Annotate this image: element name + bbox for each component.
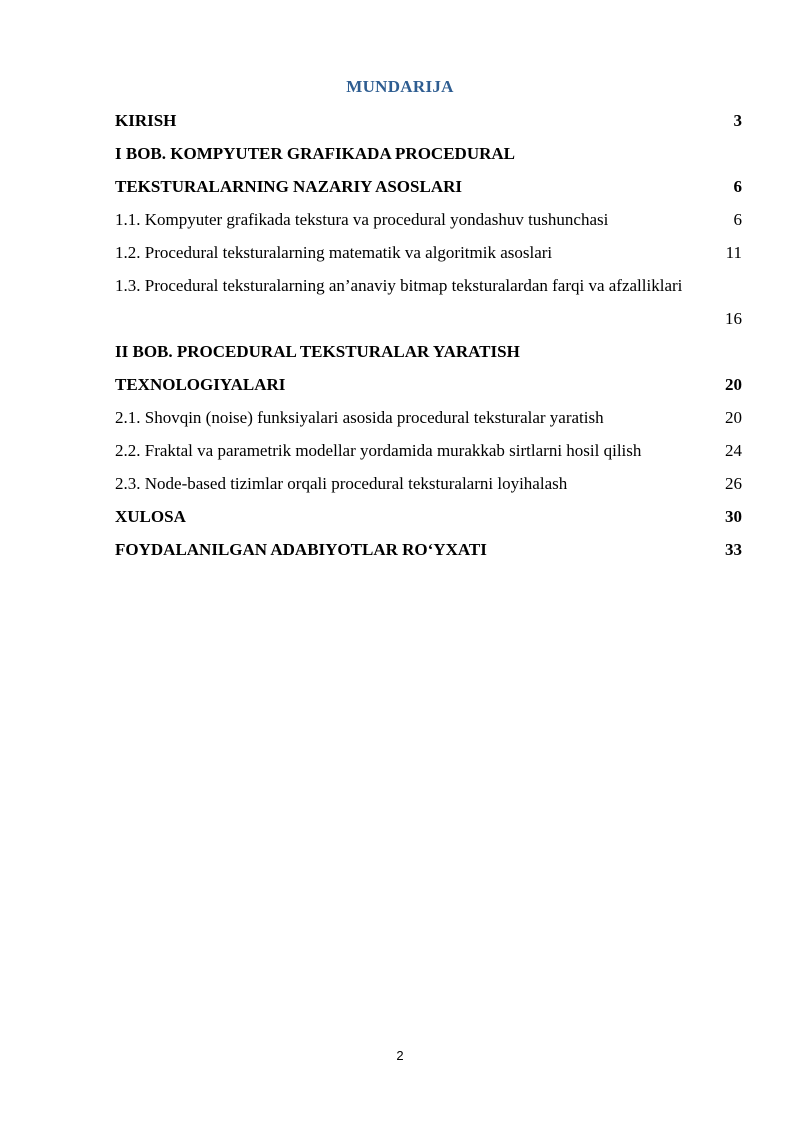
toc-entry-label: 2.1. Shovqin (noise) funksiyalari asosida procedural teksturalar yaratish bbox=[115, 408, 604, 427]
toc-page-number: 20 bbox=[725, 408, 742, 427]
toc-entry-1-1[interactable] bbox=[115, 203, 742, 236]
table-of-contents bbox=[115, 104, 742, 566]
toc-page-number: 24 bbox=[725, 441, 742, 460]
toc-entry-1-3[interactable] bbox=[115, 302, 742, 335]
toc-page-number: 33 bbox=[725, 540, 742, 559]
toc-page-number: 6 bbox=[733, 210, 742, 229]
toc-entry-label: XULOSA bbox=[115, 507, 186, 526]
toc-entry-chapter2-line1[interactable]: II BOB. PROCEDURAL TEKSTURALAR YARATISH bbox=[115, 342, 520, 361]
toc-entry-xulosa[interactable] bbox=[115, 500, 742, 533]
page-number: 2 bbox=[396, 1048, 404, 1063]
toc-entry-label: TEKSTURALARNING NAZARIY ASOSLARI bbox=[115, 177, 462, 196]
toc-entry-label: KIRISH bbox=[115, 111, 177, 130]
toc-page-number: 3 bbox=[733, 111, 742, 130]
toc-entry-label: 1.2. Procedural teksturalarning matematik va algoritmik asoslari bbox=[115, 243, 553, 262]
toc-entry-adabiyotlar[interactable] bbox=[115, 533, 742, 566]
toc-entry-1-2[interactable] bbox=[115, 236, 742, 269]
toc-entry-label: 1.1. Kompyuter grafikada tekstura va procedural yondashuv tushunchasi bbox=[115, 210, 609, 229]
toc-page-number: 26 bbox=[725, 474, 742, 493]
toc-page-number: 30 bbox=[725, 507, 742, 526]
toc-entry-chapter1[interactable] bbox=[115, 170, 742, 203]
toc-entry-label: TEXNOLOGIYALARI bbox=[115, 375, 286, 394]
toc-entry-chapter1-line1[interactable]: I BOB. KOMPYUTER GRAFIKADA PROCEDURAL bbox=[115, 144, 515, 163]
toc-entry-2-2[interactable] bbox=[115, 434, 742, 467]
toc-page-number: 11 bbox=[725, 243, 742, 262]
toc-entry-kirish[interactable] bbox=[115, 104, 742, 137]
toc-entry-label: 2.3. Node-based tizimlar orqali procedural teksturalarni loyihalash bbox=[115, 474, 568, 493]
toc-entry-label: FOYDALANILGAN ADABIYOTLAR RO‘YXATI bbox=[115, 540, 487, 559]
toc-entry-2-3[interactable] bbox=[115, 467, 742, 500]
toc-entry-2-1[interactable] bbox=[115, 401, 742, 434]
toc-page-number: 6 bbox=[733, 177, 742, 196]
toc-title: MUNDARIJA bbox=[346, 77, 454, 96]
toc-entry-1-3-line1[interactable]: 1.3. Procedural teksturalarning an’anaviy bitmap teksturalardan farqi va afzalliklari bbox=[115, 276, 683, 295]
toc-page-number: 20 bbox=[725, 375, 742, 394]
toc-entry-chapter2[interactable] bbox=[115, 368, 742, 401]
toc-entry-label: 2.2. Fraktal va parametrik modellar yordamida murakkab sirtlarni hosil qilish bbox=[115, 441, 642, 460]
toc-page-number: 16 bbox=[725, 309, 742, 328]
